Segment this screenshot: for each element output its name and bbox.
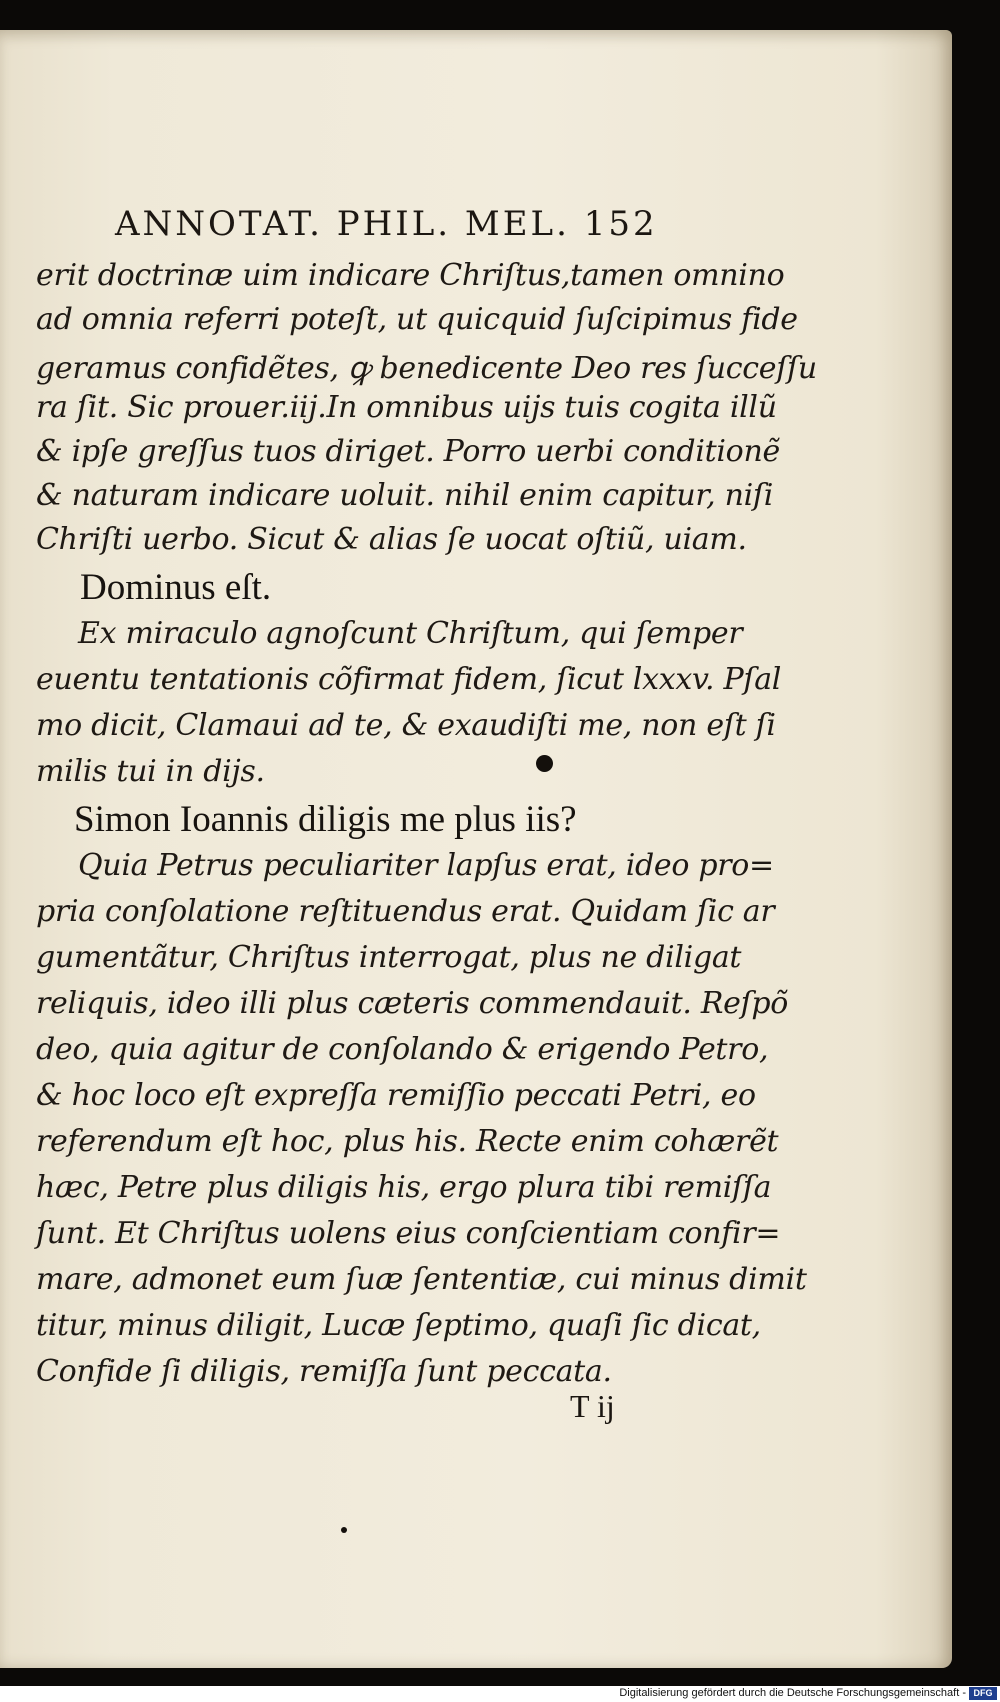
text-line: euentu tentationis cõfirmat fidem, ſicut lxxxv. Pſal — [36, 662, 782, 697]
text-line: & hoc loco eſt expreſſa remiſſio peccati Petri, eo — [36, 1078, 756, 1113]
digitization-footer — [0, 1686, 1000, 1702]
text-line: & naturam indicare uoluit. nihil enim capitur, niſi — [36, 478, 774, 513]
text-line: deo, quia agitur de conſolando & erigendo Petro, — [36, 1032, 769, 1067]
funding-credit: Digitalisierung gefördert durch die Deutsche Forschungsgemeinschaft - — [619, 1687, 966, 1699]
text-line: hæc, Petre plus diligis his, ergo plura tibi remiſſa — [36, 1170, 772, 1205]
text-line: Ex miraculo agnoſcunt Chriſtum, qui ſemper — [78, 616, 743, 651]
text-line: gumentãtur, Chriſtus interrogat, plus ne diligat — [36, 940, 742, 975]
signature-mark: T ij — [570, 1388, 615, 1424]
ink-blot — [536, 755, 553, 772]
ink-speck — [341, 1527, 347, 1533]
text-line: referendum eſt hoc, plus his. Recte enim cohærẽt — [36, 1124, 779, 1159]
text-line: geramus confidẽtes, ꝙ benedicente Deo res ſucceſſu — [36, 351, 817, 386]
book-page — [0, 30, 952, 1668]
text-line: pria conſolatione reſtituendus erat. Quidam ſic ar — [36, 894, 775, 929]
text-line: Quia Petrus peculiariter lapſus erat, ideo pro= — [78, 848, 774, 883]
text-line: ad omnia referri poteſt, ut quicquid ſuſcipimus fide — [36, 302, 798, 337]
section-heading: Dominus eſt. — [80, 567, 272, 608]
running-head: ANNOTAT. PHIL. MEL. 152 — [115, 204, 658, 244]
text-line: erit doctrinæ uim indicare Chriſtus,tamen omnino — [36, 258, 785, 293]
section-heading: Simon Ioannis diligis me plus iis? — [74, 799, 577, 840]
text-line: mo dicit, Clamaui ad te, & exaudiſti me, non eſt ſi — [36, 708, 776, 743]
text-line: Confide ſi diligis, remiſſa ſunt peccata. — [36, 1354, 612, 1389]
text-line: ſunt. Et Chriſtus uolens eius conſcientiam confir= — [36, 1216, 781, 1251]
text-line: Chriſti uerbo. Sicut & alias ſe uocat oſtiũ, uiam. — [36, 522, 747, 557]
text-line: & ipſe greſſus tuos diriget. Porro uerbi conditionẽ — [36, 434, 780, 469]
text-line: titur, minus diligit, Lucæ ſeptimo, quaſi ſic dicat, — [36, 1308, 761, 1343]
text-line: reliquis, ideo illi plus cæteris commendauit. Reſpõ — [36, 986, 789, 1021]
text-line: milis tui in dijs. — [36, 754, 265, 789]
text-line: mare, admonet eum ſuæ ſententiæ, cui minus dimit — [36, 1262, 807, 1297]
text-line: ra ſit. Sic prouer.iij.In omnibus uijs tuis cogita illũ — [36, 390, 777, 425]
dfg-logo-icon: DFG — [969, 1687, 997, 1700]
